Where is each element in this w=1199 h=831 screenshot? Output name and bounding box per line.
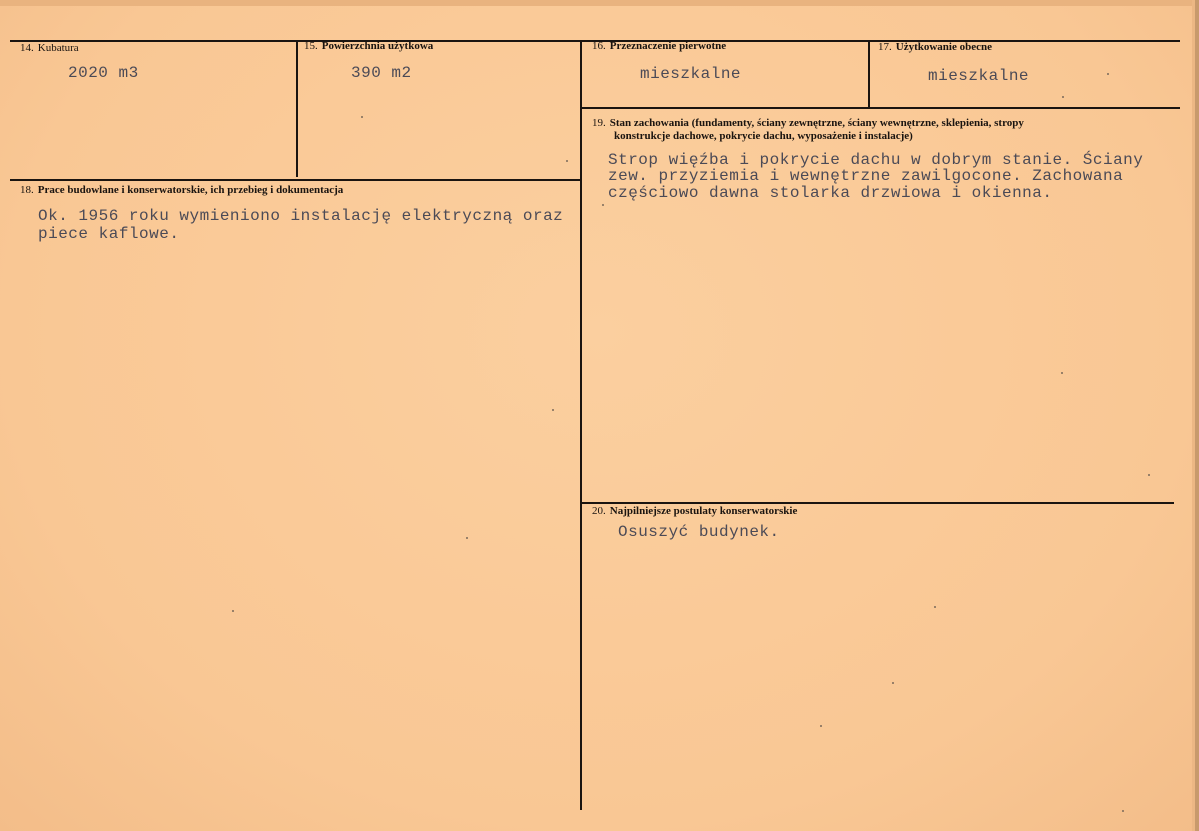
divider-14-15 — [296, 40, 298, 177]
field-16-number: 16. — [592, 40, 606, 52]
field-15-label — [304, 40, 433, 53]
field-20-label — [592, 505, 797, 518]
field-15-value: 390 m2 — [351, 64, 412, 82]
paper-speck — [361, 116, 363, 118]
field-18-number: 18. — [20, 184, 34, 196]
field-20-title: Najpilniejsze postulaty konserwatorskie — [609, 505, 798, 517]
paper-speck — [602, 204, 604, 206]
field-19-label-line-2 — [614, 130, 913, 143]
paper-speck — [892, 682, 894, 684]
field-16-value: mieszkalne — [640, 65, 742, 83]
paper-speck — [1107, 73, 1109, 75]
divider-16-17 — [868, 40, 870, 107]
card-right-edge — [1195, 0, 1199, 831]
field-17-title: Użytkowanie obecne — [895, 41, 992, 53]
field-17-label — [878, 41, 992, 54]
field-15-title: Powierzchnia użytkowa — [321, 40, 434, 52]
field-18-label — [20, 184, 343, 197]
rule-above-19 — [582, 107, 1180, 109]
field-20-number: 20. — [592, 505, 606, 517]
field-18-value-line-2: piece kaflowe. — [38, 225, 180, 243]
paper-speck — [820, 725, 822, 727]
field-14-label — [20, 42, 79, 55]
card-top-edge — [0, 0, 1199, 6]
field-16-title: Przeznaczenie pierwotne — [609, 40, 727, 52]
field-14-title: Kubatura — [37, 42, 79, 54]
field-20-value: Osuszyć budynek. — [618, 523, 780, 541]
rule-above-18 — [10, 179, 582, 181]
field-19-label-line-1 — [592, 117, 1024, 130]
field-19-title-line-1: Stan zachowania (fundamenty, ściany zewnętrzne, ściany wewnętrzne, sklepienia, stropy — [609, 117, 1024, 129]
field-19-value-line-2: zew. przyziemia i wewnętrzne zawilgocone. Zachowana — [608, 167, 1124, 185]
paper-speck — [552, 409, 554, 411]
field-14-number: 14. — [20, 42, 34, 54]
field-19-title-line-2: konstrukcje dachowe, pokrycie dachu, wyposażenie i instalacje) — [614, 130, 913, 142]
paper-speck — [934, 606, 936, 608]
paper-speck — [466, 537, 468, 539]
field-17-number: 17. — [878, 41, 892, 53]
paper-speck — [1062, 96, 1064, 98]
paper-speck — [1148, 474, 1150, 476]
field-18-value-line-1: Ok. 1956 roku wymieniono instalację elektryczną oraz — [38, 207, 564, 225]
field-14-value: 2020 m3 — [68, 64, 139, 82]
paper-speck — [1061, 372, 1063, 374]
field-19-number: 19. — [592, 117, 606, 129]
field-15-number: 15. — [304, 40, 318, 52]
paper-speck — [232, 610, 234, 612]
paper-speck — [1122, 810, 1124, 812]
field-16-label — [592, 40, 726, 53]
field-19-value-line-3: częściowo dawna stolarka drzwiowa i okienna. — [608, 184, 1053, 202]
field-19-value-line-1: Strop więźba i pokrycie dachu w dobrym stanie. Ściany — [608, 151, 1144, 169]
field-17-value: mieszkalne — [928, 67, 1030, 85]
rule-above-20 — [582, 502, 1174, 504]
field-18-title: Prace budowlane i konserwatorskie, ich przebieg i dokumentacja — [37, 184, 344, 196]
paper-speck — [566, 160, 568, 162]
center-divider — [580, 40, 582, 810]
